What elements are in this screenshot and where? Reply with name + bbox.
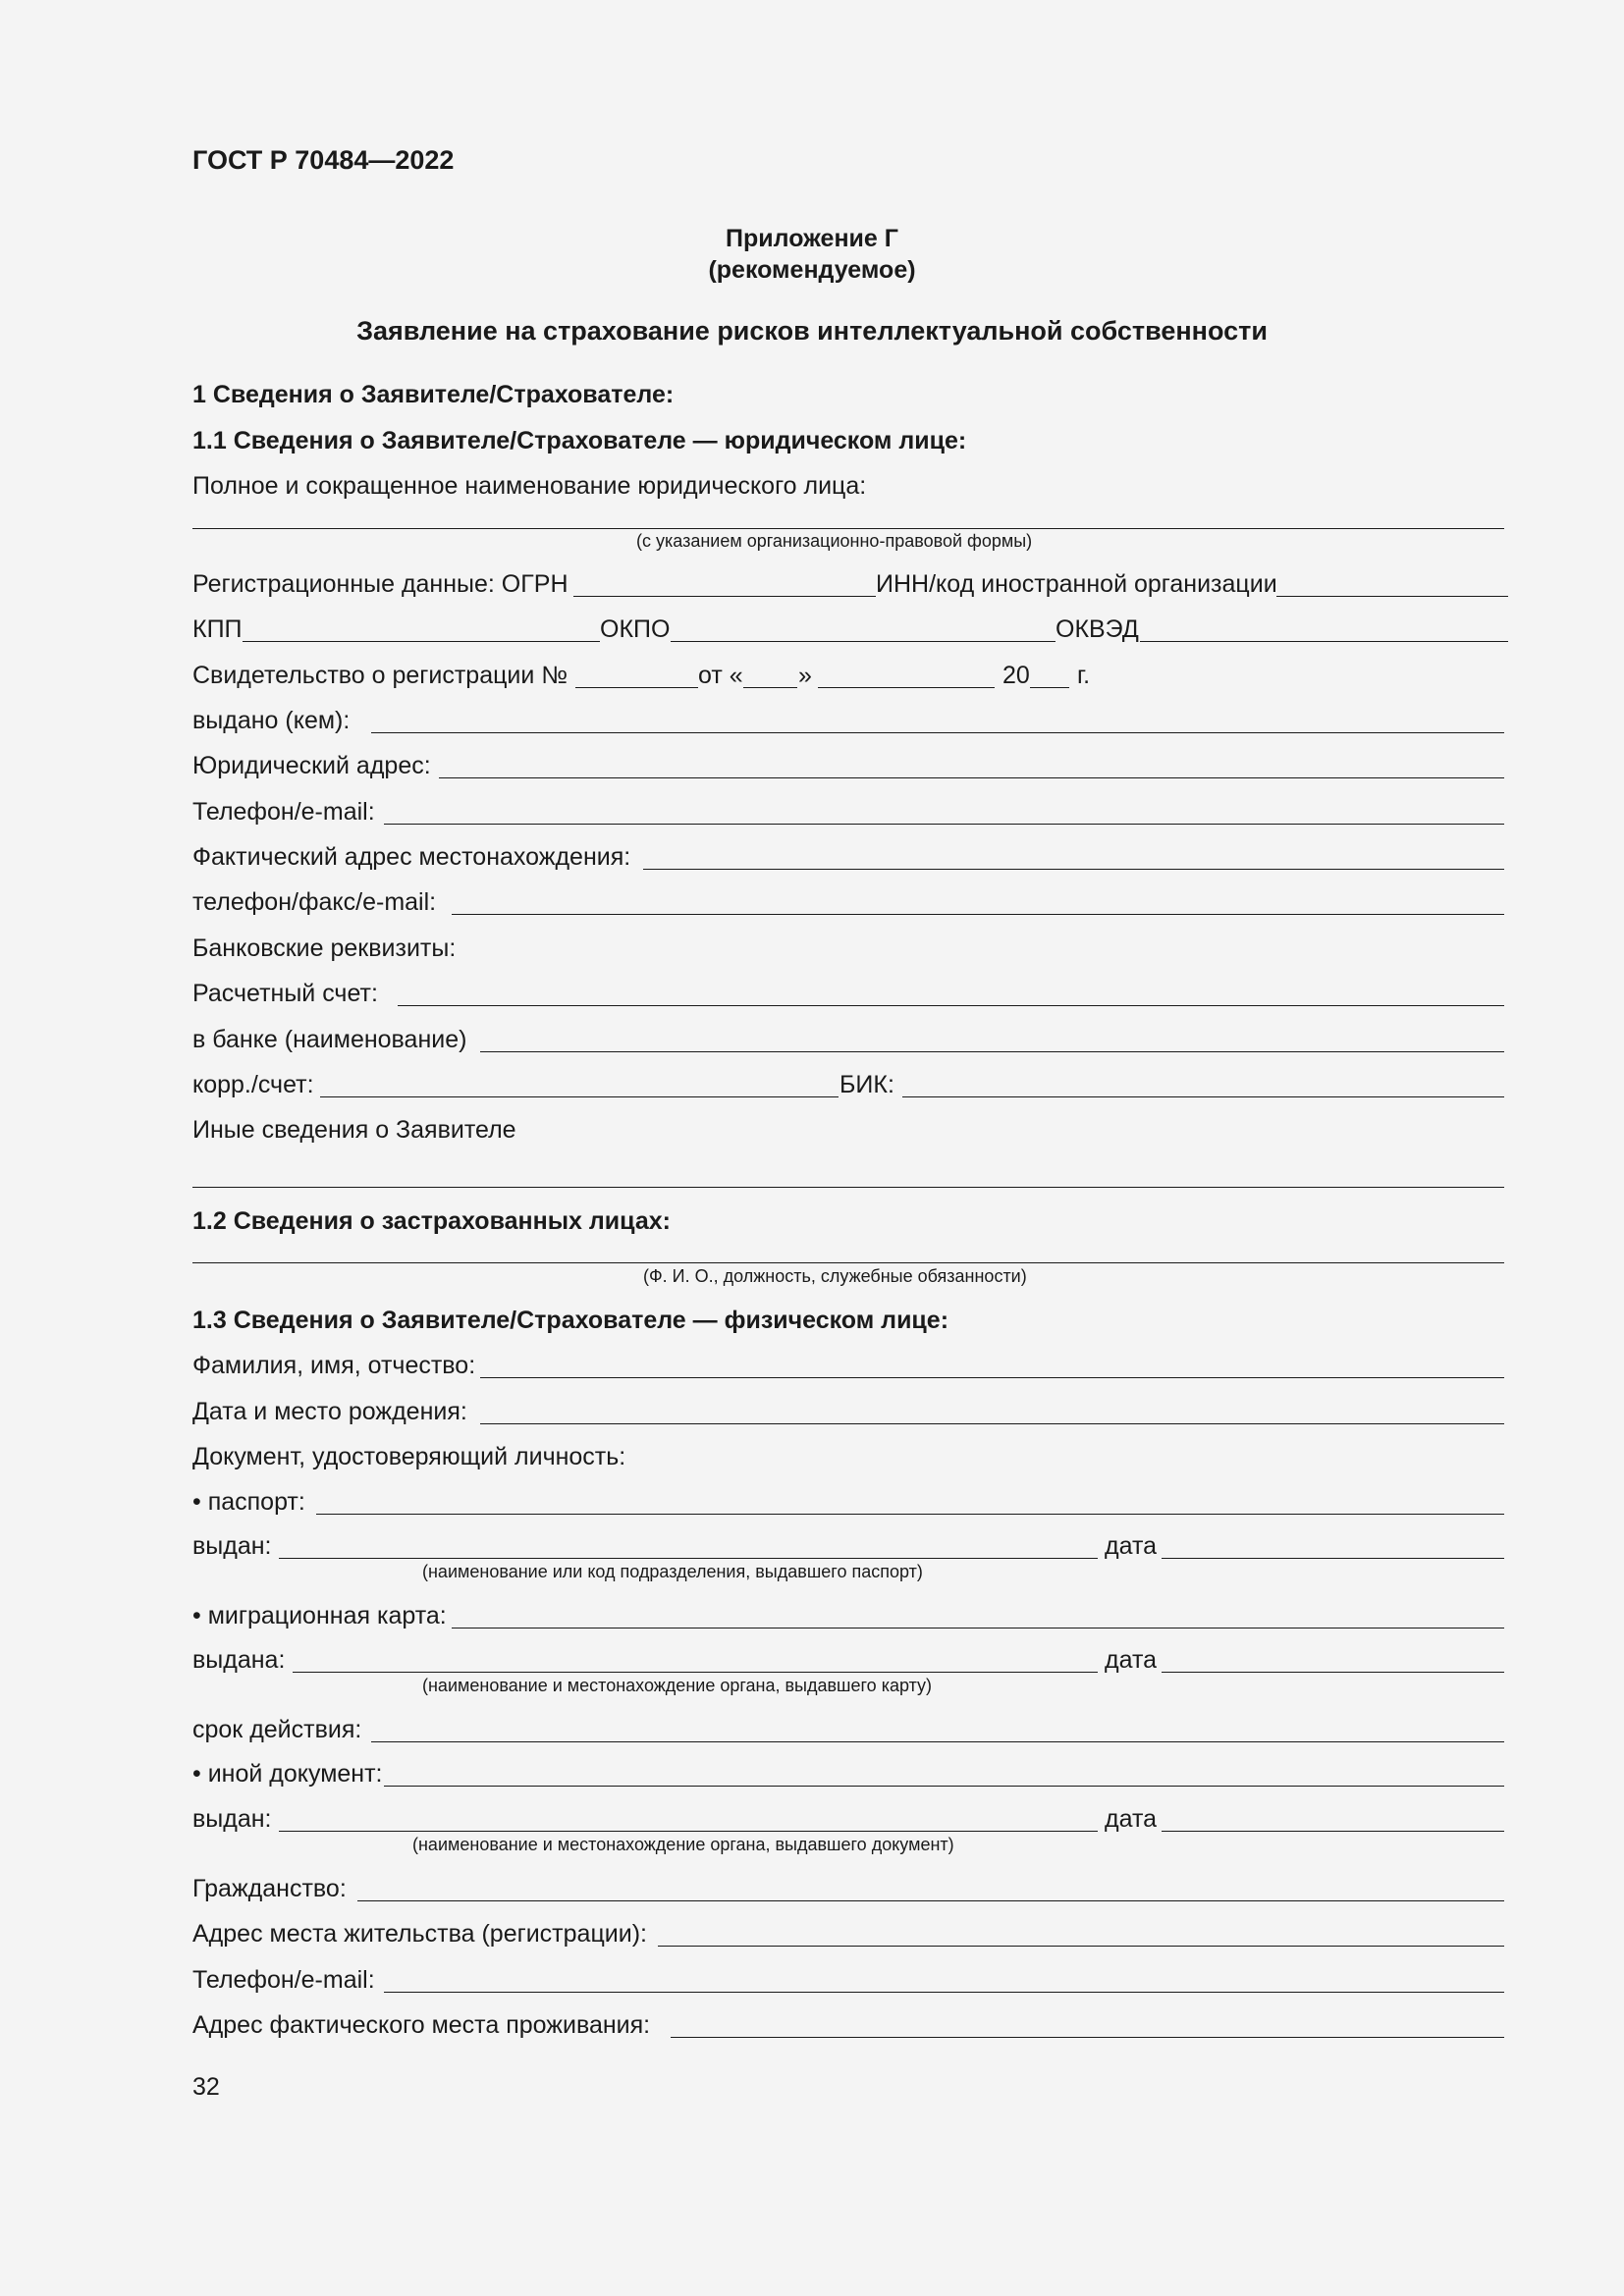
- certificate-year-field[interactable]: [1030, 687, 1069, 688]
- inn-field[interactable]: [1276, 596, 1508, 597]
- migration-issued-label: выдана:: [192, 1646, 286, 1674]
- page-number: 32: [192, 2073, 220, 2101]
- migration-caption: (наименование и местонахождение органа, выдавшего карту): [422, 1676, 933, 1695]
- actual-address-label: Фактический адрес местонахождения:: [192, 843, 631, 871]
- form-title: Заявление на страхование рисков интеллектуальной собственности: [356, 316, 1268, 346]
- section-1-1-heading: 1.1 Сведения о Заявителе/Страхователе — юридическом лице:: [192, 427, 967, 454]
- other-issued-field[interactable]: [279, 1831, 1098, 1832]
- other-document-label: • иной документ:: [192, 1760, 383, 1788]
- appendix-title: Приложение Г: [726, 225, 898, 252]
- section-1-2-heading: 1.2 Сведения о застрахованных лицах:: [192, 1207, 671, 1235]
- full-name-person-label: Фамилия, имя, отчество:: [192, 1352, 476, 1379]
- phone-email-field[interactable]: [384, 824, 1504, 825]
- bik-field[interactable]: [902, 1096, 1504, 1097]
- inn-label: ИНН/код иностранной организации: [876, 570, 1277, 598]
- full-name-label: Полное и сокращенное наименование юридического лица:: [192, 472, 867, 500]
- residence-address-field[interactable]: [658, 1946, 1504, 1947]
- validity-label: срок действия:: [192, 1716, 362, 1743]
- id-document-label: Документ, удостоверяющий личность:: [192, 1443, 626, 1470]
- other-document-caption: (наименование и местонахождение органа, выдавшего документ): [412, 1835, 954, 1854]
- person-phone-email-label: Телефон/e-mail:: [192, 1966, 375, 1994]
- certificate-number-field[interactable]: [575, 687, 698, 688]
- migration-issued-field[interactable]: [293, 1672, 1098, 1673]
- okpo-field[interactable]: [671, 641, 1056, 642]
- bik-label: БИК:: [839, 1071, 894, 1098]
- other-info-field[interactable]: [192, 1187, 1504, 1188]
- birth-field[interactable]: [480, 1423, 1504, 1424]
- actual-residence-label: Адрес фактического места проживания:: [192, 2011, 651, 2039]
- ogrn-label: Регистрационные данные: ОГРН: [192, 570, 568, 598]
- certificate-quote-close: »: [798, 662, 812, 689]
- passport-issued-field[interactable]: [279, 1558, 1098, 1559]
- certificate-label: Свидетельство о регистрации №: [192, 662, 568, 689]
- full-name-person-field[interactable]: [480, 1377, 1504, 1378]
- certificate-g-label: г.: [1077, 662, 1091, 689]
- certificate-from-label: от «: [698, 662, 743, 689]
- citizenship-label: Гражданство:: [192, 1875, 347, 1902]
- other-info-label: Иные сведения о Заявителе: [192, 1116, 516, 1144]
- phone-fax-email-field[interactable]: [452, 914, 1504, 915]
- birth-label: Дата и место рождения:: [192, 1398, 467, 1425]
- certificate-month-field[interactable]: [818, 687, 995, 688]
- document-code: ГОСТ Р 70484—2022: [192, 145, 455, 175]
- kpp-field[interactable]: [243, 641, 600, 642]
- passport-date-label: дата: [1105, 1532, 1158, 1560]
- passport-caption: (наименование или код подразделения, выдавшего паспорт): [422, 1562, 923, 1581]
- ogrn-field[interactable]: [573, 596, 876, 597]
- validity-field[interactable]: [371, 1741, 1504, 1742]
- citizenship-field[interactable]: [357, 1900, 1504, 1901]
- insured-persons-caption: (Ф. И. О., должность, служебные обязанности): [643, 1266, 1027, 1286]
- actual-address-field[interactable]: [643, 869, 1504, 870]
- passport-issued-label: выдан:: [192, 1532, 272, 1560]
- certificate-year-prefix: 20: [1002, 662, 1030, 689]
- account-label: Расчетный счет:: [192, 980, 378, 1007]
- okpo-label: ОКПО: [600, 615, 671, 643]
- bank-name-field[interactable]: [480, 1051, 1504, 1052]
- other-document-field[interactable]: [384, 1786, 1504, 1787]
- kpp-label: КПП: [192, 615, 243, 643]
- certificate-day-field[interactable]: [743, 687, 797, 688]
- legal-address-label: Юридический адрес:: [192, 752, 431, 779]
- phone-email-label: Телефон/e-mail:: [192, 798, 375, 826]
- corr-account-field[interactable]: [320, 1096, 839, 1097]
- bank-details-label: Банковские реквизиты:: [192, 934, 457, 962]
- passport-field[interactable]: [316, 1514, 1504, 1515]
- bank-name-label: в банке (наименование): [192, 1026, 467, 1053]
- okved-label: ОКВЭД: [1056, 615, 1139, 643]
- migration-card-label: • миграционная карта:: [192, 1602, 447, 1629]
- corr-account-label: корр./счет:: [192, 1071, 314, 1098]
- full-name-field[interactable]: [192, 528, 1504, 529]
- migration-date-label: дата: [1105, 1646, 1158, 1674]
- migration-date-field[interactable]: [1162, 1672, 1504, 1673]
- legal-address-field[interactable]: [439, 777, 1504, 778]
- issued-by-label: выдано (кем):: [192, 707, 351, 734]
- account-field[interactable]: [398, 1005, 1504, 1006]
- actual-residence-field[interactable]: [671, 2037, 1504, 2038]
- okved-field[interactable]: [1140, 641, 1508, 642]
- other-date-label: дата: [1105, 1805, 1158, 1833]
- migration-card-field[interactable]: [452, 1628, 1504, 1629]
- appendix-status: (рекомендуемое): [708, 256, 916, 284]
- phone-fax-email-label: телефон/факс/e-mail:: [192, 888, 437, 916]
- section-1-3-heading: 1.3 Сведения о Заявителе/Страхователе — физическом лице:: [192, 1307, 949, 1334]
- insured-persons-field[interactable]: [192, 1262, 1504, 1263]
- full-name-caption: (с указанием организационно-правовой формы): [636, 531, 1033, 551]
- passport-label: • паспорт:: [192, 1488, 305, 1516]
- section-1-heading: 1 Сведения о Заявителе/Страхователе:: [192, 381, 675, 408]
- other-date-field[interactable]: [1162, 1831, 1504, 1832]
- other-issued-label: выдан:: [192, 1805, 272, 1833]
- residence-address-label: Адрес места жительства (регистрации):: [192, 1920, 647, 1948]
- issued-by-field[interactable]: [371, 732, 1504, 733]
- passport-date-field[interactable]: [1162, 1558, 1504, 1559]
- person-phone-email-field[interactable]: [384, 1992, 1504, 1993]
